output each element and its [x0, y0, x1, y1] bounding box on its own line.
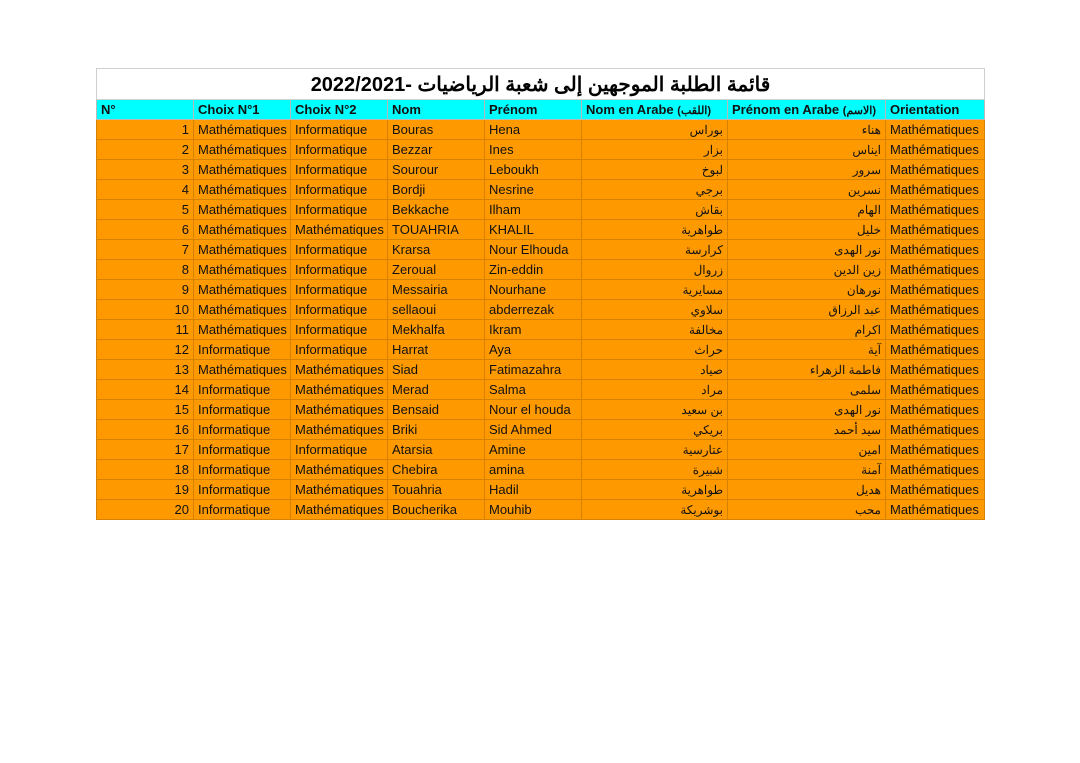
cell-prenom-arabe: زين الدين — [728, 260, 886, 280]
cell-prenom: Nour Elhouda — [485, 240, 582, 260]
cell-num: 17 — [97, 440, 194, 460]
cell-nom: Bekkache — [388, 200, 485, 220]
cell-prenom-arabe: محب — [728, 500, 886, 520]
cell-nom-arabe: سلاوي — [582, 300, 728, 320]
cell-orientation: Mathématiques — [886, 380, 985, 400]
table-title: قائمة الطلبة الموجهين إلى شعبة الرياضيات -2022/2021 — [310, 73, 771, 96]
cell-orientation: Mathématiques — [886, 500, 985, 520]
cell-nom-arabe: طواهرية — [582, 480, 728, 500]
table-row — [97, 480, 985, 500]
cell-choix2: Mathématiques — [291, 460, 388, 480]
cell-num: 2 — [97, 140, 194, 160]
cell-num: 10 — [97, 300, 194, 320]
cell-choix1: Informatique — [194, 500, 291, 520]
table-row — [97, 220, 985, 240]
cell-choix1: Mathématiques — [194, 320, 291, 340]
cell-nom-arabe: مراد — [582, 380, 728, 400]
cell-nom: Zeroual — [388, 260, 485, 280]
cell-num: 9 — [97, 280, 194, 300]
cell-nom-arabe: حراث — [582, 340, 728, 360]
cell-orientation: Mathématiques — [886, 340, 985, 360]
cell-nom: Krarsa — [388, 240, 485, 260]
cell-prenom-arabe: آمنة — [728, 460, 886, 480]
cell-num: 20 — [97, 500, 194, 520]
table-row — [97, 180, 985, 200]
header-choix2: Choix N°2 — [291, 100, 388, 120]
cell-orientation: Mathématiques — [886, 240, 985, 260]
cell-orientation: Mathématiques — [886, 400, 985, 420]
cell-nom: Bordji — [388, 180, 485, 200]
title-row — [97, 69, 985, 100]
student-list-sheet — [96, 68, 984, 520]
table-row — [97, 400, 985, 420]
cell-num: 11 — [97, 320, 194, 340]
cell-nom-arabe: صياد — [582, 360, 728, 380]
table-row — [97, 440, 985, 460]
cell-orientation: Mathématiques — [886, 360, 985, 380]
cell-nom: Boucherika — [388, 500, 485, 520]
cell-orientation: Mathématiques — [886, 160, 985, 180]
cell-choix2: Mathématiques — [291, 500, 388, 520]
cell-orientation: Mathématiques — [886, 320, 985, 340]
cell-prenom: Nour el houda — [485, 400, 582, 420]
cell-prenom: Salma — [485, 380, 582, 400]
cell-prenom-arabe: سيد أحمد — [728, 420, 886, 440]
header-nom: Nom — [388, 100, 485, 120]
cell-num: 13 — [97, 360, 194, 380]
cell-choix1: Informatique — [194, 380, 291, 400]
cell-num: 19 — [97, 480, 194, 500]
cell-prenom-arabe: اكرام — [728, 320, 886, 340]
cell-prenom: amina — [485, 460, 582, 480]
cell-num: 3 — [97, 160, 194, 180]
cell-prenom: KHALIL — [485, 220, 582, 240]
cell-prenom: Hadil — [485, 480, 582, 500]
cell-nom-arabe: زروال — [582, 260, 728, 280]
cell-choix1: Informatique — [194, 420, 291, 440]
cell-choix2: Mathématiques — [291, 380, 388, 400]
table-row — [97, 380, 985, 400]
cell-nom: Bouras — [388, 120, 485, 140]
table-row — [97, 140, 985, 160]
header-orientation: Orientation — [886, 100, 985, 120]
cell-prenom: Fatimazahra — [485, 360, 582, 380]
cell-prenom-arabe: هديل — [728, 480, 886, 500]
cell-choix2: Mathématiques — [291, 420, 388, 440]
cell-prenom-arabe: نسرين — [728, 180, 886, 200]
cell-choix1: Mathématiques — [194, 300, 291, 320]
cell-prenom-arabe: سرور — [728, 160, 886, 180]
cell-nom-arabe: بزار — [582, 140, 728, 160]
header-row — [97, 100, 985, 120]
header-nom-arabe — [582, 100, 728, 120]
cell-prenom-arabe: عبد الرزاق — [728, 300, 886, 320]
cell-choix2: Informatique — [291, 300, 388, 320]
cell-choix1: Mathématiques — [194, 180, 291, 200]
cell-num: 8 — [97, 260, 194, 280]
cell-nom-arabe: برجي — [582, 180, 728, 200]
cell-choix1: Mathématiques — [194, 120, 291, 140]
cell-nom-arabe: عتارسية — [582, 440, 728, 460]
cell-prenom: Nourhane — [485, 280, 582, 300]
cell-choix1: Informatique — [194, 480, 291, 500]
cell-prenom: Ilham — [485, 200, 582, 220]
cell-prenom: abderrezak — [485, 300, 582, 320]
cell-choix2: Informatique — [291, 260, 388, 280]
cell-choix2: Informatique — [291, 280, 388, 300]
cell-orientation: Mathématiques — [886, 140, 985, 160]
cell-choix2: Informatique — [291, 140, 388, 160]
cell-choix1: Mathématiques — [194, 240, 291, 260]
cell-orientation: Mathématiques — [886, 300, 985, 320]
cell-choix1: Mathématiques — [194, 220, 291, 240]
header-prenom-arabe — [728, 100, 886, 120]
cell-nom: Bezzar — [388, 140, 485, 160]
cell-nom: Merad — [388, 380, 485, 400]
header-choix1: Choix N°1 — [194, 100, 291, 120]
cell-nom-arabe: لبوخ — [582, 160, 728, 180]
header-nom-arabe-label: Nom en Arabe — [586, 102, 678, 117]
cell-choix1: Mathématiques — [194, 280, 291, 300]
table-row — [97, 280, 985, 300]
cell-choix2: Informatique — [291, 240, 388, 260]
cell-num: 15 — [97, 400, 194, 420]
cell-nom-arabe: بن سعيد — [582, 400, 728, 420]
table-row — [97, 240, 985, 260]
cell-prenom-arabe: نورهان — [728, 280, 886, 300]
cell-orientation: Mathématiques — [886, 480, 985, 500]
cell-choix2: Informatique — [291, 200, 388, 220]
cell-prenom: Sid Ahmed — [485, 420, 582, 440]
cell-choix1: Informatique — [194, 340, 291, 360]
cell-choix1: Informatique — [194, 400, 291, 420]
cell-choix2: Mathématiques — [291, 400, 388, 420]
cell-nom-arabe: كرارسة — [582, 240, 728, 260]
cell-prenom: Amine — [485, 440, 582, 460]
cell-nom-arabe: مخالفة — [582, 320, 728, 340]
cell-nom: Sourour — [388, 160, 485, 180]
table-row — [97, 160, 985, 180]
table-row — [97, 300, 985, 320]
cell-choix1: Mathématiques — [194, 260, 291, 280]
cell-prenom: Leboukh — [485, 160, 582, 180]
cell-nom-arabe: بوشريكة — [582, 500, 728, 520]
cell-choix2: Informatique — [291, 320, 388, 340]
table-body — [97, 120, 985, 520]
cell-num: 6 — [97, 220, 194, 240]
cell-choix1: Mathématiques — [194, 160, 291, 180]
table-row — [97, 200, 985, 220]
cell-nom: Messairia — [388, 280, 485, 300]
cell-prenom: Ines — [485, 140, 582, 160]
cell-choix2: Informatique — [291, 340, 388, 360]
cell-choix1: Mathématiques — [194, 360, 291, 380]
table-row — [97, 260, 985, 280]
cell-prenom-arabe: امين — [728, 440, 886, 460]
cell-choix2: Informatique — [291, 180, 388, 200]
cell-prenom-arabe: ايناس — [728, 140, 886, 160]
header-prenom-arabe-label: Prénom en Arabe — [732, 102, 843, 117]
cell-nom-arabe: بوراس — [582, 120, 728, 140]
cell-prenom-arabe: سلمى — [728, 380, 886, 400]
cell-orientation: Mathématiques — [886, 460, 985, 480]
header-prenom: Prénom — [485, 100, 582, 120]
cell-nom: Touahria — [388, 480, 485, 500]
cell-orientation: Mathématiques — [886, 260, 985, 280]
cell-nom: Bensaid — [388, 400, 485, 420]
cell-prenom-arabe: آية — [728, 340, 886, 360]
cell-choix2: Informatique — [291, 440, 388, 460]
cell-prenom-arabe: خليل — [728, 220, 886, 240]
cell-prenom-arabe: الهام — [728, 200, 886, 220]
table-row — [97, 340, 985, 360]
cell-num: 14 — [97, 380, 194, 400]
cell-orientation: Mathématiques — [886, 180, 985, 200]
cell-orientation: Mathématiques — [886, 220, 985, 240]
cell-prenom-arabe: نور الهدى — [728, 240, 886, 260]
cell-prenom-arabe: هناء — [728, 120, 886, 140]
cell-nom-arabe: مسايرية — [582, 280, 728, 300]
cell-nom-arabe: بقاش — [582, 200, 728, 220]
cell-nom: TOUAHRIA — [388, 220, 485, 240]
cell-num: 1 — [97, 120, 194, 140]
cell-nom-arabe: شبيرة — [582, 460, 728, 480]
table-title-cell — [97, 69, 985, 100]
cell-num: 16 — [97, 420, 194, 440]
header-prenom-arabe-suffix: (الاسم) — [842, 105, 876, 117]
cell-nom-arabe: طواهرية — [582, 220, 728, 240]
table-row — [97, 320, 985, 340]
cell-prenom: Zin-eddin — [485, 260, 582, 280]
cell-nom: Siad — [388, 360, 485, 380]
cell-orientation: Mathématiques — [886, 280, 985, 300]
cell-choix2: Mathématiques — [291, 360, 388, 380]
table-row — [97, 500, 985, 520]
cell-prenom: Nesrine — [485, 180, 582, 200]
cell-choix1: Informatique — [194, 460, 291, 480]
cell-prenom: Mouhib — [485, 500, 582, 520]
cell-orientation: Mathématiques — [886, 120, 985, 140]
cell-choix1: Mathématiques — [194, 140, 291, 160]
header-num: N° — [97, 100, 194, 120]
cell-prenom: Aya — [485, 340, 582, 360]
cell-num: 18 — [97, 460, 194, 480]
table-row — [97, 120, 985, 140]
cell-nom: Mekhalfa — [388, 320, 485, 340]
table-row — [97, 360, 985, 380]
cell-nom: sellaoui — [388, 300, 485, 320]
cell-prenom-arabe: نور الهدى — [728, 400, 886, 420]
cell-num: 7 — [97, 240, 194, 260]
cell-orientation: Mathématiques — [886, 420, 985, 440]
cell-orientation: Mathématiques — [886, 440, 985, 460]
cell-prenom: Hena — [485, 120, 582, 140]
cell-choix2: Informatique — [291, 160, 388, 180]
cell-choix2: Informatique — [291, 120, 388, 140]
cell-nom: Briki — [388, 420, 485, 440]
cell-choix2: Mathématiques — [291, 220, 388, 240]
cell-choix1: Informatique — [194, 440, 291, 460]
students-table — [96, 68, 985, 520]
cell-num: 4 — [97, 180, 194, 200]
cell-prenom: Ikram — [485, 320, 582, 340]
cell-prenom-arabe: فاطمة الزهراء — [728, 360, 886, 380]
cell-choix2: Mathématiques — [291, 480, 388, 500]
cell-num: 12 — [97, 340, 194, 360]
cell-choix1: Mathématiques — [194, 200, 291, 220]
cell-nom: Chebira — [388, 460, 485, 480]
table-row — [97, 460, 985, 480]
cell-nom: Atarsia — [388, 440, 485, 460]
header-nom-arabe-suffix: (اللقب) — [677, 105, 712, 117]
cell-num: 5 — [97, 200, 194, 220]
table-row — [97, 420, 985, 440]
cell-orientation: Mathématiques — [886, 200, 985, 220]
cell-nom-arabe: بريكي — [582, 420, 728, 440]
cell-nom: Harrat — [388, 340, 485, 360]
